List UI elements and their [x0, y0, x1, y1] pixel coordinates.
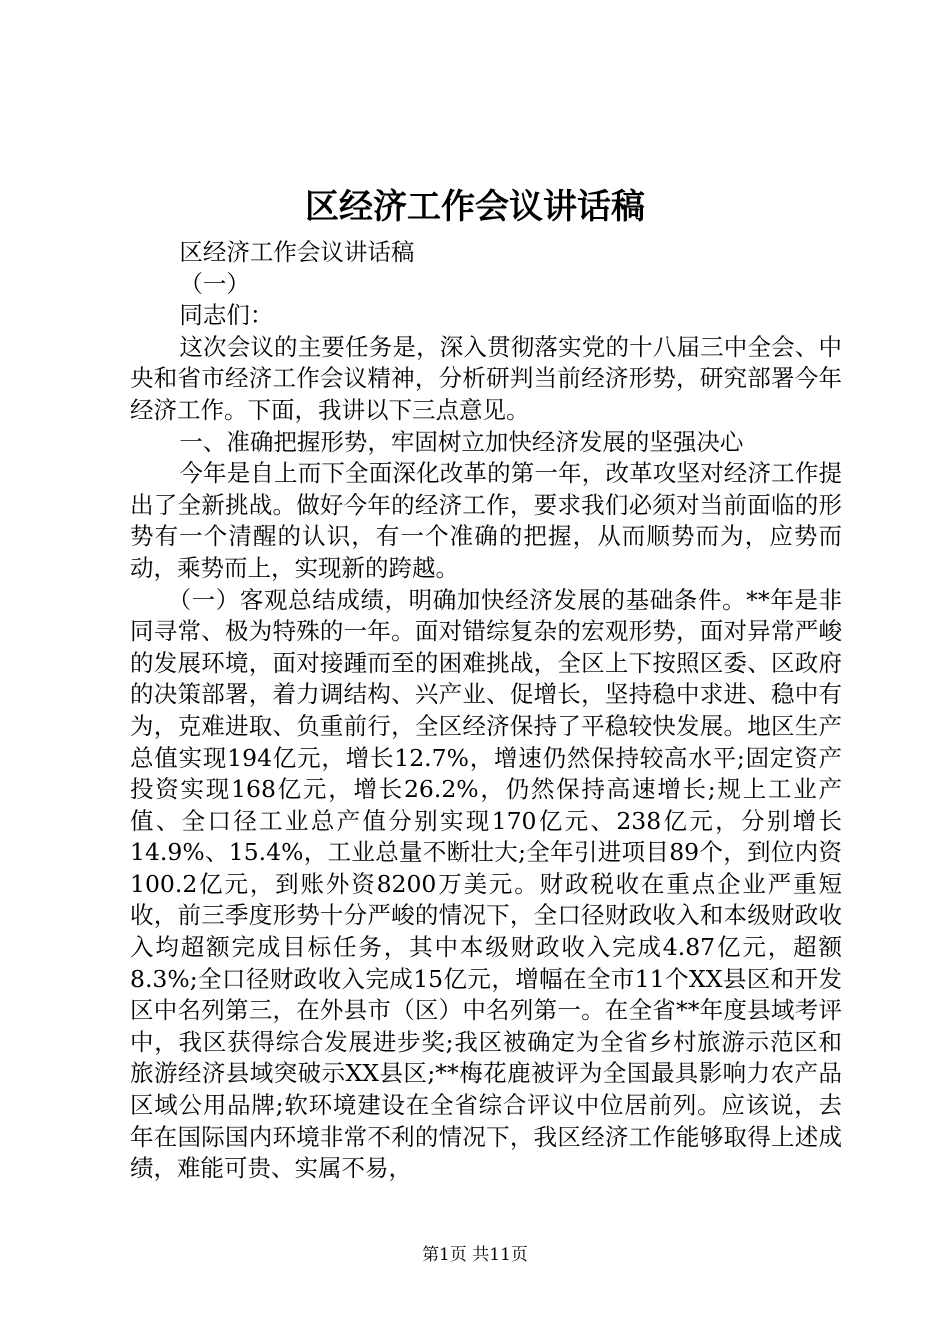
section-number-paragraph: （一）: [179, 269, 250, 298]
body-paragraph: 今年是自上而下全面深化改革的第一年，改革攻坚对经济工作提出了全新挑战。做好今年的经济工作，要求我们必须对当前面临的形势有一个清醒的认识，有一个准确的把握，从而顺势而为，应势而动，乘势而上，实现新的跨越。: [130, 459, 842, 582]
heading-paragraph: 一、准确把握形势，牢固树立加快经济发展的坚强决心: [179, 427, 744, 456]
body-paragraph: （一）客观总结成绩，明确加快经济发展的基础条件。**年是非同寻常、极为特殊的一年。面对错综复杂的宏观形势，面对异常严峻的发展环境，面对接踵而至的困难挑战，全区上下按照区委、区政府的决策部署，着力调结构、兴产业、促增长，坚持稳中求进、稳中有为，克难进取、负重前行，全区经济保持了平稳较快发展。地区生产总值实现194亿元，增长12.7%，增速仍然保持较高水平;固定资产投资实现168亿元，增长26.2%，仍然保持高速增长;规上工业产值、全口径工业总产值分别实现170亿元、238亿元，分别增长14.9%、15.4%，工业总量不断壮大;全年引进项目89个，到位内资100.2亿元，到账外资8200万美元。财政税收在重点企业严重短收，前三季度形势十分严峻的情况下，全口径财政收入和本级财政收入均超额完成目标任务，其中本级财政收入完成4.87亿元，超额8.3%;全口径财政收入完成15亿元，增幅在全市11个XX县区和开发区中名列第三，在外县市（区）中名列第一。在全省**年度县域考评中，我区获得综合发展进步奖;我区被确定为全省乡村旅游示范区和旅游经济县域突破示XX县区;**梅花鹿被评为全国最具影响力农产品区域公用品牌;软环境建设在全省综合评议中位居前列。应该说，去年在国际国内环境非常不利的情况下，我区经济工作能够取得上述成绩，难能可贵、实属不易，: [130, 585, 842, 1183]
salutation-paragraph: 同志们：: [179, 301, 274, 330]
intro-paragraph: 这次会议的主要任务是，深入贯彻落实党的十八届三中全会、中央和省市经济工作会议精神，分析研判当前经济形势，研究部署今年经济工作。下面，我讲以下三点意见。: [130, 332, 842, 424]
page-footer: 第1页 共11页: [422, 1245, 528, 1265]
document-body: [130, 237, 842, 1185]
subtitle-paragraph: 区经济工作会议讲话稿: [179, 238, 415, 266]
document-title: 区经济工作会议讲话稿: [305, 187, 645, 227]
